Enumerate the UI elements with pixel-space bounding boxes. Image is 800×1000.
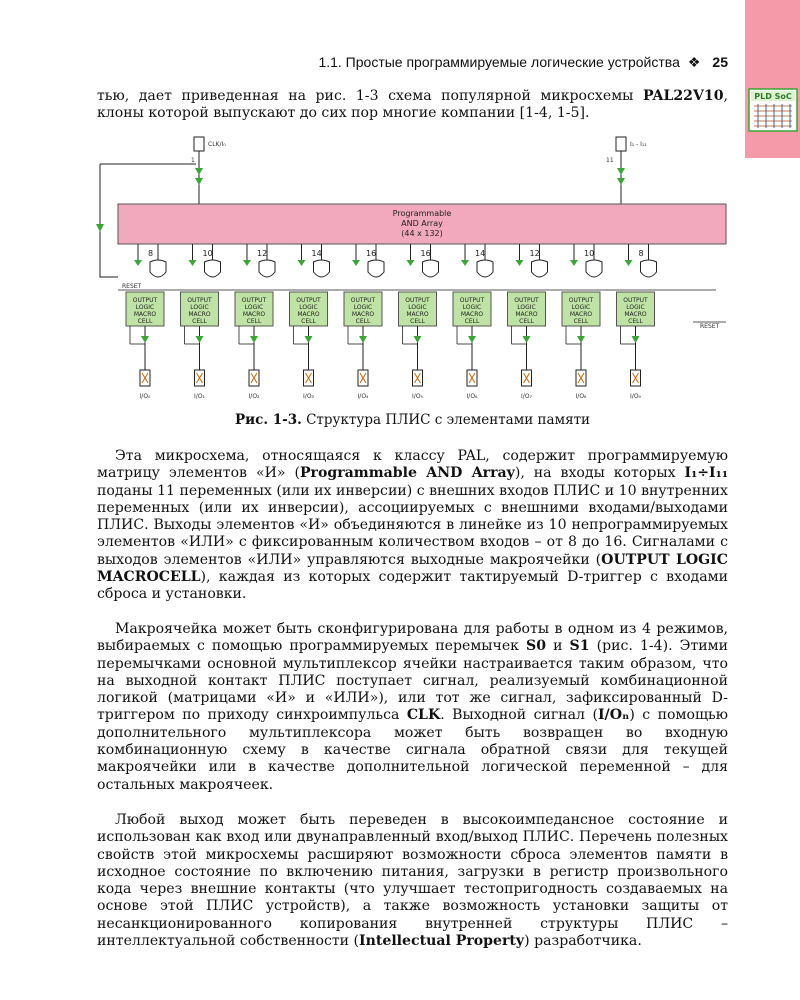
inputs-count: 11	[606, 157, 614, 164]
macrocell-label: OUTPUT	[405, 297, 430, 304]
text: Любой выход может быть переведен в высокоимпедансное состояние и использован как вход или двунаправленный вход/выход ПЛИС. Перечень полезных свойств этой микросхемы расширяют возможности сброса элементов памяти в исходное состояние по включению питания, загрузки в регистр произвольного кода через внешние контакты (что улучшает тестопригодность создаваемых на основе этой ПЛИС устройств), а также возможность установки защиты от несанкционированного копирования внутренней структуры ПЛИС – интеллектуальной собственности (	[97, 812, 728, 950]
inputs-label: I₁ - I₁₁	[630, 141, 647, 148]
macrocell-label: LOGIC	[190, 304, 209, 311]
macrocell-label: LOGIC	[517, 304, 536, 311]
inputs-buffer-icon	[617, 178, 625, 185]
or-gate-icon	[150, 260, 166, 277]
or-gate-icon	[586, 260, 602, 277]
clk-buffer-icon	[195, 168, 203, 175]
caption-label: Рис. 1-3.	[234, 412, 302, 428]
macrocell-label: CELL	[464, 318, 480, 325]
text: Макроячейка может быть сконфигурирована для работы в одном из 4 режимов, выбираемых с помощью программируемых перемычек	[97, 621, 728, 655]
text: ) с помощью дополнительного мультиплексора может быть возвращен во входную комбинационную схему в качестве сигнала обратной связи для текущей макроячейки или в качестве дополнительной логической переменной – для остальных макроячеек.	[97, 707, 728, 793]
io-pin-label: I/O₄	[357, 393, 369, 400]
term-arrow-icon	[298, 260, 306, 266]
output-buffer-icon	[196, 336, 204, 343]
macrocell-label: LOGIC	[135, 304, 155, 311]
macrocell-label: OUTPUT	[132, 297, 158, 304]
or-gate-icon	[641, 260, 657, 277]
pal22v10-diagram	[88, 132, 728, 408]
output-buffer-icon	[359, 336, 367, 343]
and-array-label: Programmable	[392, 209, 452, 218]
macrocell-label: OUTPUT	[296, 297, 321, 304]
macrocell-label: MACRO	[624, 311, 647, 318]
text: Эта микросхема, относящаяся к классу PAL, содержит программируемую матрицу элементов «И» (	[97, 448, 728, 482]
term: S0	[526, 638, 547, 655]
output-buffer-icon	[523, 336, 531, 343]
product-term-count: 8	[148, 249, 154, 258]
or-gate-icon	[532, 260, 548, 277]
paragraph-3	[97, 812, 728, 950]
io-pin-label: I/O₆	[466, 393, 478, 400]
text: ) разработчика.	[524, 933, 642, 950]
intro-text: тью, дает приведенная на рис. 1-3 схема популярной микросхемы	[97, 88, 643, 104]
macrocell-label: MACRO	[351, 311, 375, 318]
text: . Выходной сигнал (	[440, 707, 598, 724]
macrocell-label: MACRO	[133, 311, 157, 318]
macrocell-label: OUTPUT	[241, 297, 267, 304]
product-term-count: 16	[366, 249, 377, 258]
page-number: 25	[712, 54, 728, 70]
macrocell-label: LOGIC	[571, 304, 591, 311]
output-buffer-icon	[414, 336, 422, 343]
or-gate-icon	[423, 260, 439, 277]
term-arrow-icon	[243, 260, 251, 266]
term-arrow-icon	[134, 260, 142, 266]
macrocell-0	[126, 244, 166, 400]
pld-soc-icon	[748, 88, 798, 132]
product-term-count: 16	[420, 249, 431, 258]
macrocell-label: LOGIC	[408, 304, 427, 311]
intro-text-end: , клоны которой выпускают до сих пор многие компании [1-4, 1-5].	[97, 88, 728, 122]
macrocell-label: MACRO	[460, 311, 484, 318]
section-title: 1.1. Простые программируемые логические устройства	[318, 54, 680, 70]
macrocell-7	[508, 244, 548, 400]
io-pin-label: I/O₉	[630, 393, 641, 400]
macrocell-1	[181, 244, 221, 400]
product-term-count: 10	[584, 249, 595, 258]
macrocell-label: MACRO	[406, 311, 429, 318]
header-ornament: ❖	[687, 54, 701, 70]
macrocell-label: OUTPUT	[350, 297, 376, 304]
output-buffer-icon	[468, 336, 476, 343]
macrocell-label: CELL	[246, 318, 262, 325]
inputs-pin-icon	[616, 137, 626, 151]
macrocell-label: MACRO	[297, 311, 320, 318]
term-arrow-icon	[352, 260, 360, 266]
text: ), каждая из которых содержит тактируемый D-триггер с входами сброса и установки.	[97, 569, 728, 603]
product-term-count: 14	[475, 249, 486, 258]
or-gate-icon	[368, 260, 384, 277]
macrocell-label: MACRO	[242, 311, 266, 318]
text: и	[546, 638, 570, 655]
term-arrow-icon	[516, 260, 524, 266]
macrocell-label: MACRO	[188, 311, 211, 318]
term: I₁÷I₁₁	[684, 465, 728, 482]
term: S1	[569, 638, 590, 655]
term-arrow-icon	[461, 260, 469, 266]
product-term-count: 8	[638, 249, 644, 258]
macrocell-label: CELL	[192, 318, 207, 325]
macrocell-label: MACRO	[515, 311, 538, 318]
term-arrow-icon	[625, 260, 633, 266]
reset-right-label: RESET	[700, 323, 720, 330]
or-gate-icon	[259, 260, 275, 277]
macrocell-label: OUTPUT	[187, 297, 212, 304]
term: Programmable AND Array	[299, 465, 515, 482]
product-term-count: 14	[311, 249, 322, 258]
inputs-buffer-icon	[617, 168, 625, 175]
macrocell-label: LOGIC	[462, 304, 482, 311]
macrocell-label: CELL	[410, 318, 425, 325]
macrocell-label: LOGIC	[353, 304, 373, 311]
or-gate-icon	[205, 260, 221, 277]
feedback-buffer-icon	[96, 224, 104, 232]
term-arrow-icon	[189, 260, 197, 266]
output-buffer-icon	[305, 336, 313, 343]
macrocell-label: OUTPUT	[623, 297, 648, 304]
term: OUTPUT LOGIC MACROCELL	[97, 551, 728, 586]
output-buffer-icon	[250, 336, 258, 343]
or-gate-icon	[314, 260, 330, 277]
macrocell-label: MACRO	[569, 311, 593, 318]
macrocell-label: OUTPUT	[459, 297, 485, 304]
macrocell-label: CELL	[355, 318, 371, 325]
macrocell-2	[235, 244, 275, 400]
output-buffer-icon	[141, 336, 149, 343]
paragraph-2	[97, 621, 728, 794]
reset-left-label: RESET	[122, 283, 142, 290]
macrocell-8	[562, 244, 602, 400]
chip-name: PAL22V10	[642, 88, 724, 104]
macrocell-label: CELL	[519, 318, 534, 325]
macrocell-label: LOGIC	[626, 304, 645, 311]
product-term-count: 12	[529, 249, 540, 258]
io-pin-label: I/O₀	[139, 393, 151, 400]
macrocell-4	[344, 244, 384, 400]
io-pin-label: I/O₅	[412, 393, 423, 400]
macrocell-label: LOGIC	[299, 304, 318, 311]
macrocell-label: OUTPUT	[568, 297, 594, 304]
term: I/Oₙ	[597, 707, 630, 724]
io-pin-label: I/O₂	[248, 393, 260, 400]
paragraph-1	[97, 448, 728, 604]
product-term-count: 12	[257, 249, 268, 258]
clk-buffer-icon	[195, 178, 203, 185]
macrocell-label: CELL	[137, 318, 153, 325]
macrocell-3	[290, 244, 330, 400]
intro-paragraph	[97, 88, 728, 123]
io-pin-label: I/O₃	[303, 393, 314, 400]
chapter-tab	[745, 0, 800, 158]
figure-caption	[97, 412, 728, 428]
io-pin-label: I/O₇	[521, 393, 532, 400]
and-array-label: AND Array	[401, 219, 443, 228]
macrocell-label: CELL	[301, 318, 316, 325]
macrocell-label: OUTPUT	[514, 297, 539, 304]
macrocell-9	[617, 244, 657, 400]
macrocell-6	[453, 244, 493, 400]
io-pin-label: I/O₁	[194, 393, 205, 400]
macrocell-label: CELL	[628, 318, 643, 325]
macrocell-label: LOGIC	[244, 304, 264, 311]
output-buffer-icon	[632, 336, 640, 343]
term: CLK	[406, 707, 441, 724]
output-buffer-icon	[577, 336, 585, 343]
term-arrow-icon	[570, 260, 578, 266]
text: поданы 11 переменных (или их инверсии) с внешних входов ПЛИС и 10 внутренних переменных (или их инверсии), ассоциируемых с внешними входами/выходами ПЛИС. Выходы элементов «И» объединяются в линейке из 10 непрограммируемых элементов «ИЛИ» с фиксированным количеством входов – от 8 до 16. Сигналами с выходов элементов «ИЛИ» управляются выходные макроячейки (	[97, 482, 728, 568]
text: ), на входы которых	[514, 465, 685, 482]
product-term-count: 10	[202, 249, 213, 258]
running-header	[280, 54, 728, 74]
clk-count: 1	[191, 157, 195, 164]
clk-pin-icon	[194, 137, 204, 151]
clk-label: CLK/I₀	[208, 141, 226, 148]
caption-text: Структура ПЛИС с элементами памяти	[301, 412, 591, 428]
term-arrow-icon	[407, 260, 415, 266]
macrocell-5	[399, 244, 439, 400]
or-gate-icon	[477, 260, 493, 277]
io-pin-label: I/O₈	[575, 393, 587, 400]
and-array-size: (44 x 132)	[401, 229, 443, 238]
badge-label: PLD SoC	[754, 92, 792, 101]
term: Intellectual Property	[359, 933, 525, 950]
macrocell-label: CELL	[573, 318, 589, 325]
text: (рис. 1-4). Этими перемычками основной мультиплексор ячейки настраивается таким образом, что на выходной контакт ПЛИС поступает сигнал, реализуемый комбинационной логикой (матрицами «И» и «ИЛИ»), или тот же сигнал, зафиксированный D-триггером по приходу синхроимпульса	[97, 638, 729, 724]
